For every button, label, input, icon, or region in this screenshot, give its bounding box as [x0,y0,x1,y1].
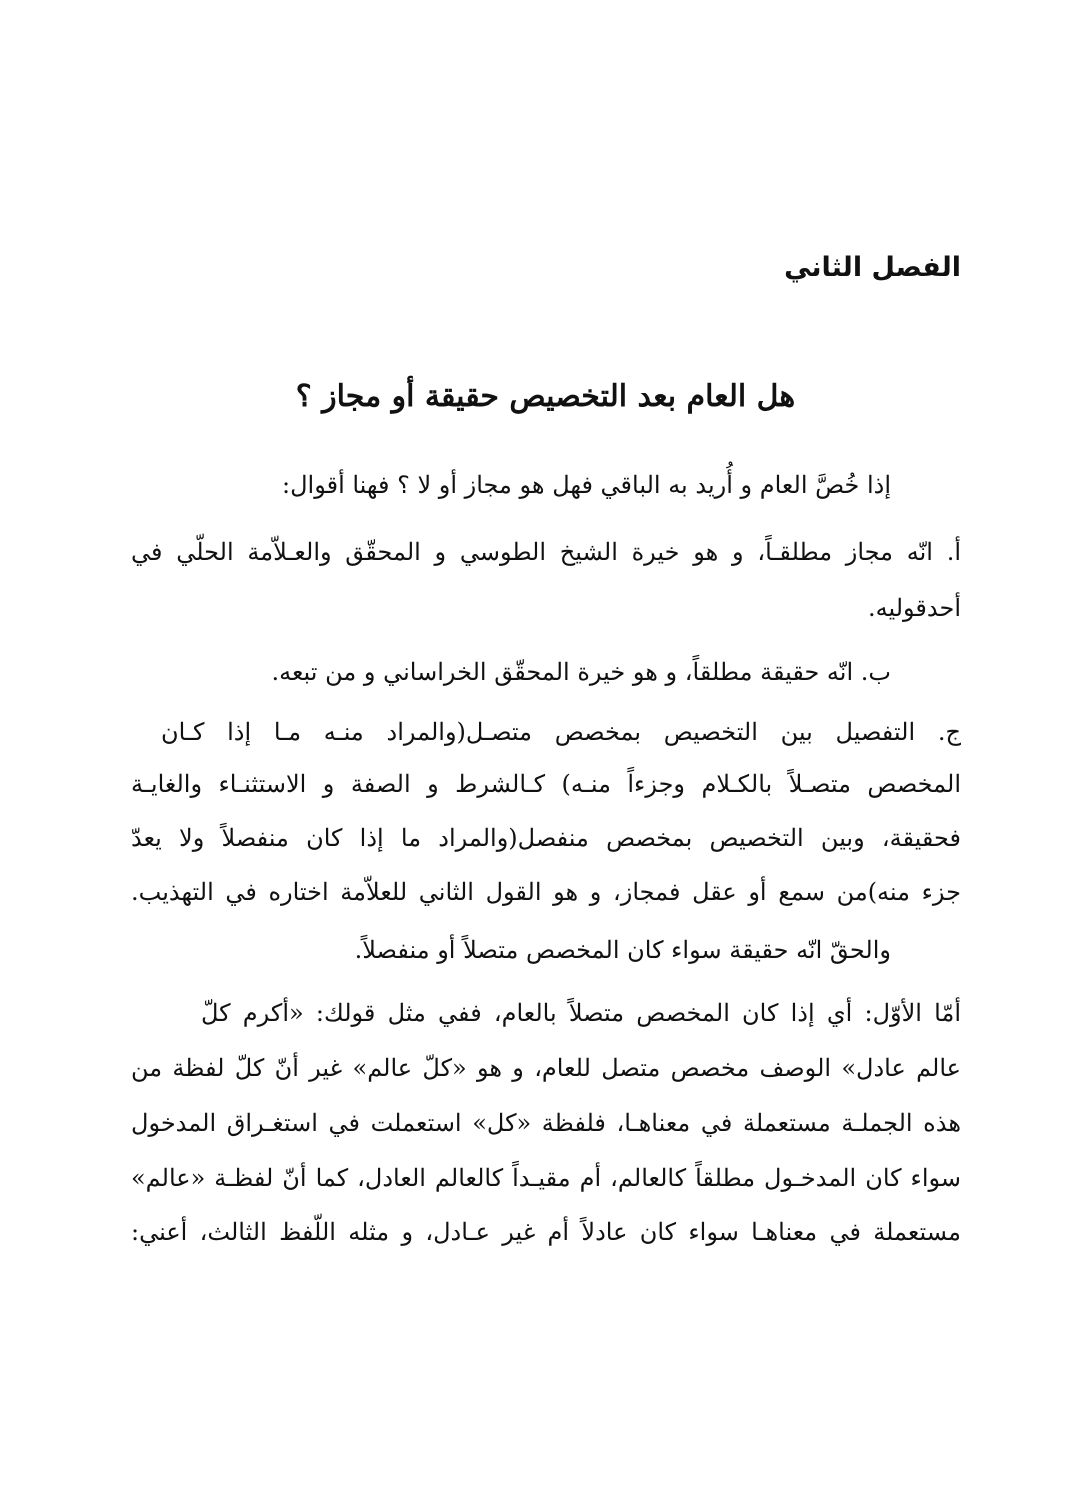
opinion-a-line-1: أ. انّه مجاز مطلقـاً، و هو خيرة الشيخ الطوسي و المحقّق والعـلاّمة الحلّي في [131,538,961,566]
opinion-c-line-2: المخصص متصـلاً بالكـلام وجزءاً منـه) كـالشرط و الصفة و الاستثنـاء والغايـة [131,770,961,798]
opinion-b-line: ب. انّه حقيقة مطلقاً، و هو خيرة المحقّق الخراساني و من تبعه. [271,658,891,686]
opinion-c-line-4: جزء منه)من سمع أو عقل فمجاز، و هو القول الثاني للعلاّمة اختاره في التهذيب. [131,878,961,906]
first-case-line-4: سواء كان المدخـول مطلقاً كالعالم، أم مقيـداً كالعالم العادل، كما أنّ لفظـة «عالم» [131,1164,961,1192]
opinion-c-line-3: فحقيقة، وبين التخصيص بمخصص منفصل(والمراد ما إذا كان منفصلاً ولا يعدّ [131,824,961,852]
first-case-line-2: عالم عادل» الوصف مخصص متصل للعام، و هو «كلّ عالم» غير أنّ كلّ لفظة من [131,1054,961,1082]
first-case-line-3: هذه الجملـة مستعملة في معناهـا، فلفظة «كل» استعملت في استغـراق المدخول [131,1109,961,1137]
conclusion-line: والحقّ انّه حقيقة سواء كان المخصص متصلاً أو منفصلاً. [354,936,891,964]
intro-line: إذا خُصَّ العام و أُريد به الباقي فهل هو مجاز أو لا ؟ فهنا أقوال: [282,471,891,499]
opinion-c-line-1: ج. التفصيل بين التخصيص بمخصص متصـل(والمراد منـه مـا إذا كـان [161,718,961,746]
first-case-line-5: مستعملة في معناهـا سواء كان عادلاً أم غير عـادل، و مثله اللّفظ الثالث، أعني: [131,1218,961,1246]
section-title: هل العام بعد التخصيص حقيقة أو مجاز ؟ [295,379,796,414]
opinion-a-line-2: أحدقوليه. [867,594,961,622]
chapter-label: الفصل الثاني [784,252,961,283]
first-case-line-1: أمّا الأوّل: أي إذا كان المخصص متصلاً بالعام، ففي مثل قولك: «أكرم كلّ [201,999,961,1027]
